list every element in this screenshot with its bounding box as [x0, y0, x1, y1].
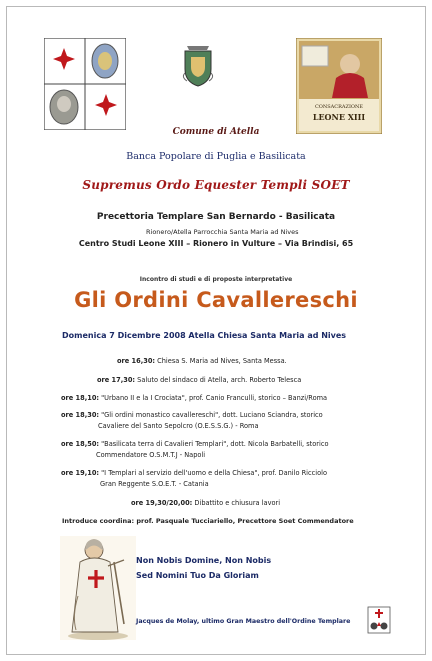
event-date-line: Domenica 7 Dicembre 2008 Atella Chiesa Santa Maria ad Nives	[62, 331, 347, 340]
town-shield-crest-icon	[181, 43, 215, 88]
program-text: Dibattito e chiusura lavori	[192, 499, 281, 507]
program-item-continued	[96, 451, 205, 459]
coordinator-line: Introduce coordina: prof. Pasquale Tucciariello, Precettore Soet Commendatore	[62, 517, 354, 525]
program-time: ore 17,30:	[97, 376, 136, 384]
event-subtitle: Incontro di studi e di proposte interpretative	[139, 276, 293, 283]
program-time: ore 18,50:	[61, 440, 100, 448]
program-item-continued	[98, 422, 258, 430]
program-text: "Urbano II e la I Crociata", prof. Canio Franculli, storico – Banzi/Roma	[99, 394, 328, 402]
program-time: ore 19,30/20,00:	[131, 499, 193, 507]
program-item	[61, 440, 328, 448]
program-time: ore 16,30:	[117, 357, 156, 365]
program-item	[117, 357, 287, 365]
comune-label: Comune di Atella	[172, 127, 260, 137]
event-title: Gli Ordini Cavallereschi	[74, 288, 358, 312]
motto-line-2: Sed Nomini Tuo Da Gloriam	[136, 571, 259, 580]
program-time: ore 19,10:	[61, 469, 100, 477]
portrait-caption-top: CONSACRAZIONE	[314, 104, 364, 110]
program-item-continued	[100, 480, 209, 488]
program-text: "Basilicata terra di Cavalieri Templari", dott. Nicola Barbatelli, storico	[99, 440, 329, 448]
templar-knight-figure-icon	[60, 536, 136, 640]
centro-studi-label: Centro Studi Leone XIII – Rionero in Vulture – Via Brindisi, 65	[78, 239, 354, 248]
program-text: Saluto del sindaco di Atella, arch. Roberto Telesca	[135, 376, 302, 384]
program-text: Cavaliere del Santo Sepolcro (O.E.S.S.G.) - Roma	[98, 422, 259, 430]
program-item	[61, 394, 327, 402]
program-item	[61, 411, 323, 419]
program-time: ore 18,10:	[61, 394, 100, 402]
templar-crosses-crest-icon	[44, 38, 126, 130]
banca-label: Banca Popolare di Puglia e Basilicata	[126, 151, 306, 162]
templar-order-small-crest-icon	[367, 606, 391, 634]
program-text: "I Templari al servizio dell'uomo e della Chiesa", prof. Danilo Ricciolo	[99, 469, 327, 477]
precettoria-label: Precettoria Templare San Bernardo - Basilicata	[96, 212, 336, 222]
molay-caption: Jacques de Molay, ultimo Gran Maestro dell'Ordine Templare	[136, 618, 351, 625]
portrait-leone-xiii	[296, 38, 382, 134]
program-text: "Gli ordini monastico cavallereschi", dott. Luciano Sciandra, storico	[99, 411, 323, 419]
program-text: Gran Reggente S.O.E.T. - Catania	[100, 480, 209, 488]
program-text: Commendatore O.S.M.T.J - Napoli	[96, 451, 206, 459]
portrait-caption-name: LEONE XIII	[312, 112, 366, 122]
motto-line-1: Non Nobis Domine, Non Nobis	[136, 556, 272, 565]
program-item	[61, 469, 327, 477]
ordo-label: Supremus Ordo Equester Templi SOET	[82, 178, 350, 192]
rionero-label: Rionero/Atella Parrocchia Santa Maria ad Nives	[146, 228, 299, 236]
program-time: ore 18,30:	[61, 411, 100, 419]
program-text: Chiesa S. Maria ad Nives, Santa Messa.	[155, 357, 287, 365]
program-item	[131, 499, 280, 507]
program-item	[97, 376, 301, 384]
